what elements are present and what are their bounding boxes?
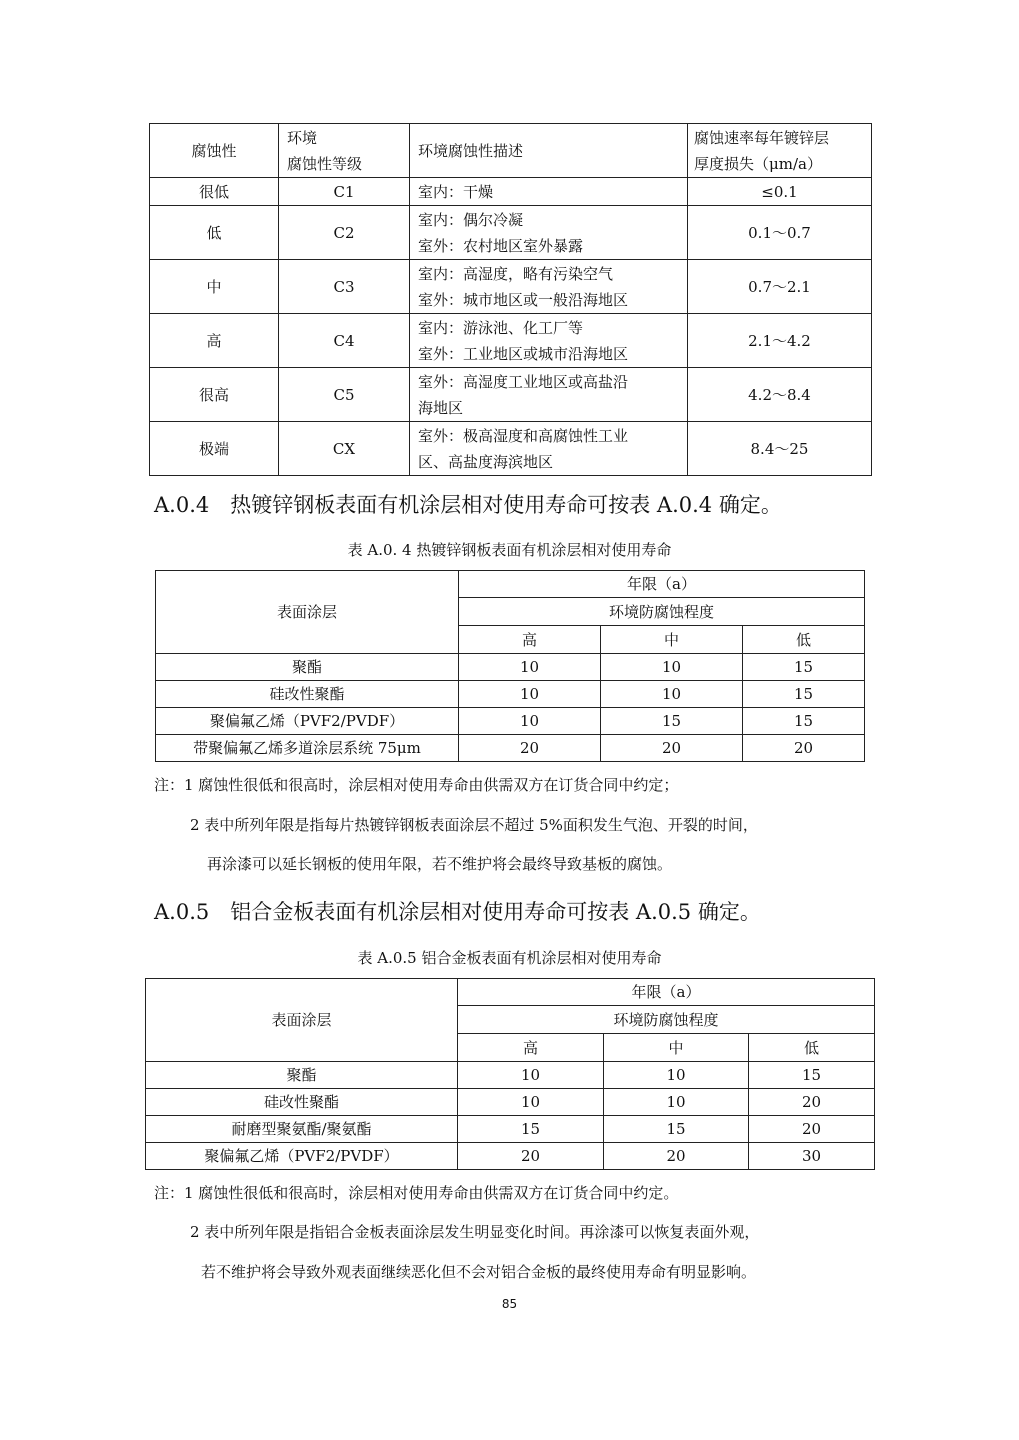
table-cell: 10	[458, 1089, 604, 1116]
table-row	[156, 681, 865, 708]
table-cell: 硅改性聚酯	[146, 1089, 458, 1116]
table-cell: 高	[459, 626, 601, 654]
corrosivity-table	[149, 123, 872, 476]
table-cell: 很高	[150, 368, 279, 422]
table-row	[150, 206, 872, 260]
header-cell: 腐蚀性	[150, 124, 279, 178]
table-cell: 中	[601, 626, 743, 654]
table-cell: C2	[279, 206, 410, 260]
table-row	[156, 735, 865, 762]
table-caption-a04: 表 A.0. 4 热镀锌钢板表面有机涂层相对使用寿命	[347, 541, 672, 559]
table-cell: 10	[604, 1089, 749, 1116]
table-row	[146, 1143, 875, 1170]
table-header-row	[156, 571, 865, 598]
table-row	[150, 422, 872, 476]
table-cell: 很低	[150, 178, 279, 206]
table-cell: 20	[743, 735, 865, 762]
table-cell: 耐磨型聚氨酯/聚氨酯	[146, 1116, 458, 1143]
table-cell: 低	[150, 206, 279, 260]
table-cell: 15	[743, 654, 865, 681]
table-cell: C1	[279, 178, 410, 206]
table-cell: 10	[459, 708, 601, 735]
header-cell: 腐蚀速率每年镀锌层 厚度损失（μm/a）	[688, 124, 872, 178]
table-cell: 8.4～25	[688, 422, 872, 476]
table-cell: 聚酯	[146, 1062, 458, 1089]
header-cell: 环境防腐蚀程度	[459, 598, 865, 626]
table-cell: 10	[601, 681, 743, 708]
table-cell: 2.1～4.2	[688, 314, 872, 368]
note-2-continued: 若不维护将会导致外观表面继续恶化但不会对铝合金板的最终使用寿命有明显影响。	[201, 1263, 757, 1281]
table-cell: 20	[604, 1143, 749, 1170]
header-cell: 表面涂层	[146, 979, 458, 1062]
section-heading-a05: A.0.5 铝合金板表面有机涂层相对使用寿命可按表 A.0.5 确定。	[154, 900, 761, 924]
table-cell: 10	[604, 1062, 749, 1089]
table-cell: C3	[279, 260, 410, 314]
table-cell: 15	[601, 708, 743, 735]
table-cell: 15	[458, 1116, 604, 1143]
table-cell: 10	[459, 654, 601, 681]
table-row	[146, 1089, 875, 1116]
header-cell: 环境防腐蚀程度	[458, 1006, 875, 1034]
table-cell: 极端	[150, 422, 279, 476]
table-cell: 室内：游泳池、化工厂等 室外：工业地区或城市沿海地区	[410, 314, 688, 368]
section-heading-a04: A.0.4 热镀锌钢板表面有机涂层相对使用寿命可按表 A.0.4 确定。	[154, 493, 782, 517]
header-cell: 环境 腐蚀性等级	[279, 124, 410, 178]
table-cell: C5	[279, 368, 410, 422]
note-1: 注：1 腐蚀性很低和很高时，涂层相对使用寿命由供需双方在订货合同中约定。	[154, 1184, 679, 1202]
table-row	[146, 1062, 875, 1089]
table-cell: 室外：高湿度工业地区或高盐沿 海地区	[410, 368, 688, 422]
table-cell: 低	[743, 626, 865, 654]
table-caption-a05: 表 A.0.5 铝合金板表面有机涂层相对使用寿命	[357, 949, 662, 967]
table-cell: 室外：极高湿度和高腐蚀性工业 区、高盐度海滨地区	[410, 422, 688, 476]
table-cell: 20	[459, 735, 601, 762]
table-cell: 20	[749, 1116, 875, 1143]
table-cell: 高	[150, 314, 279, 368]
table-cell: 聚偏氟乙烯（PVF2/PVDF）	[156, 708, 459, 735]
table-cell: 中	[604, 1034, 749, 1062]
steel-coating-life-table	[155, 570, 865, 762]
table-cell: 聚偏氟乙烯（PVF2/PVDF）	[146, 1143, 458, 1170]
table-header-row	[150, 124, 872, 178]
header-cell: 环境腐蚀性描述	[410, 124, 688, 178]
table-cell: 中	[150, 260, 279, 314]
table-cell: 10	[459, 681, 601, 708]
header-cell: 年限（a）	[459, 571, 865, 598]
table-cell: 15	[743, 681, 865, 708]
table-cell: 15	[604, 1116, 749, 1143]
table-cell: 硅改性聚酯	[156, 681, 459, 708]
table-cell: 4.2～8.4	[688, 368, 872, 422]
table-cell: 15	[749, 1062, 875, 1089]
table-cell: 10	[458, 1062, 604, 1089]
table-row	[146, 1116, 875, 1143]
table-cell: 0.1～0.7	[688, 206, 872, 260]
table-row	[156, 708, 865, 735]
table-cell: 30	[749, 1143, 875, 1170]
table-cell: 20	[601, 735, 743, 762]
table-row	[156, 654, 865, 681]
table-cell: 带聚偏氟乙烯多道涂层系统 75μm	[156, 735, 459, 762]
table-cell: 低	[749, 1034, 875, 1062]
table-cell: 室内：干燥	[410, 178, 688, 206]
table-cell: 20	[458, 1143, 604, 1170]
table-cell: 20	[749, 1089, 875, 1116]
table-cell: 10	[601, 654, 743, 681]
table-cell: CX	[279, 422, 410, 476]
table-cell: C4	[279, 314, 410, 368]
table-row	[150, 178, 872, 206]
page-number: 85	[501, 1297, 518, 1311]
header-cell: 年限（a）	[458, 979, 875, 1006]
table-cell: ≤0.1	[688, 178, 872, 206]
table-row	[150, 314, 872, 368]
note-1: 注：1 腐蚀性很低和很高时，涂层相对使用寿命由供需双方在订货合同中约定；	[154, 776, 679, 794]
note-2: 2 表中所列年限是指铝合金板表面涂层发生明显变化时间。再涂漆可以恢复表面外观，	[190, 1223, 760, 1241]
table-cell: 室内：偶尔冷凝 室外：农村地区室外暴露	[410, 206, 688, 260]
table-cell: 15	[743, 708, 865, 735]
table-row	[150, 260, 872, 314]
aluminum-coating-life-table	[145, 978, 875, 1170]
table-row	[150, 368, 872, 422]
table-cell: 高	[458, 1034, 604, 1062]
table-cell: 室内：高湿度，略有污染空气 室外：城市地区或一般沿海地区	[410, 260, 688, 314]
note-2-continued: 再涂漆可以延长钢板的使用年限，若不维护将会最终导致基板的腐蚀。	[207, 855, 673, 873]
header-cell: 表面涂层	[156, 571, 459, 654]
table-header-row	[146, 979, 875, 1006]
table-cell: 聚酯	[156, 654, 459, 681]
table-cell: 0.7～2.1	[688, 260, 872, 314]
note-2: 2 表中所列年限是指每片热镀锌钢板表面涂层不超过 5%面积发生气泡、开裂的时间，	[190, 816, 758, 834]
